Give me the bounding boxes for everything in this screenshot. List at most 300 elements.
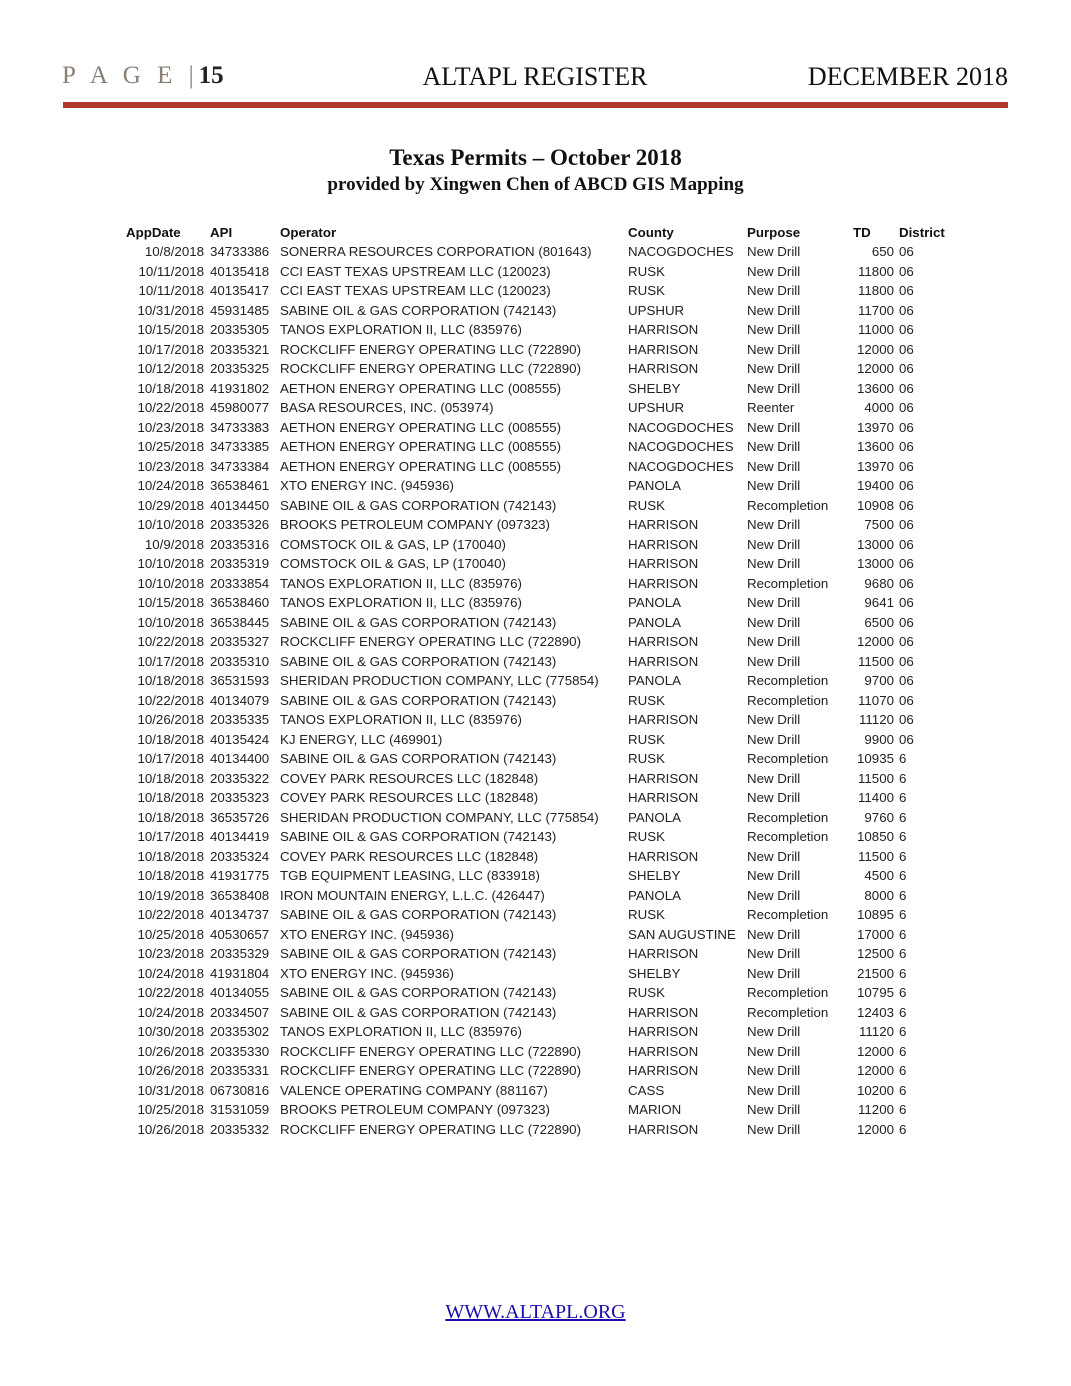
table-body [0, 242, 1071, 1139]
cell-district: 06 [899, 380, 914, 396]
cell-appdate: 10/17/2018 [137, 341, 204, 357]
table-row [0, 671, 1071, 691]
cell-appdate: 10/26/2018 [137, 712, 204, 727]
cell-district: 06 [899, 283, 914, 298]
table-row [0, 1003, 1071, 1023]
cell-td: 13970 [857, 419, 894, 435]
cell-county: HARRISON [628, 634, 699, 649]
table-row [0, 808, 1071, 828]
cell-td: 11200 [858, 1102, 894, 1117]
cell-appdate: 10/11/2018 [138, 283, 204, 298]
cell-td: 12000 [857, 1121, 894, 1137]
cell-county: RUSK [628, 263, 665, 279]
cell-county: HARRISON [628, 1063, 699, 1078]
cell-purpose: New Drill [747, 926, 801, 942]
cell-appdate: 10/31/2018 [137, 1082, 204, 1098]
cell-api: 45980077 [210, 400, 270, 415]
cell-appdate: 10/10/2018 [137, 556, 204, 571]
cell-district: 06 [899, 673, 914, 688]
table-row [0, 1081, 1071, 1101]
cell-td: 12403 [857, 1004, 894, 1020]
table-row [0, 613, 1071, 633]
table-row [0, 632, 1071, 652]
cell-appdate: 10/17/2018 [137, 751, 204, 766]
table-row [0, 1022, 1071, 1042]
cell-appdate: 10/24/2018 [137, 965, 204, 981]
cell-appdate: 10/10/2018 [137, 575, 204, 591]
cell-district: 06 [899, 419, 914, 435]
cell-county: HARRISON [628, 770, 699, 786]
cell-td: 21500 [857, 965, 894, 981]
cell-appdate: 10/19/2018 [137, 887, 204, 903]
cell-operator: SABINE OIL & GAS CORPORATION (742143) [280, 497, 557, 513]
cell-district: 6 [899, 1102, 907, 1117]
cell-district: 6 [899, 868, 907, 883]
cell-purpose: New Drill [747, 380, 801, 396]
table-row [0, 964, 1071, 984]
cell-td: 9641 [864, 595, 894, 610]
cell-county: PANOLA [628, 595, 681, 610]
cell-county: HARRISON [628, 1121, 699, 1137]
cell-county: SHELBY [628, 965, 681, 981]
cell-county: RUSK [628, 283, 665, 298]
cell-operator: COMSTOCK OIL & GAS, LP (170040) [280, 536, 506, 552]
cell-purpose: New Drill [747, 868, 801, 883]
cell-appdate: 10/31/2018 [137, 302, 204, 318]
table-row [0, 262, 1071, 282]
table-row [0, 398, 1071, 418]
cell-td: 10908 [857, 497, 894, 513]
cell-purpose: Recompletion [747, 497, 829, 513]
cell-api: 41931802 [210, 380, 270, 396]
cell-operator: SABINE OIL & GAS CORPORATION (742143) [280, 614, 557, 630]
footer [0, 1301, 1071, 1324]
table-row [0, 242, 1071, 262]
table-row [0, 301, 1071, 321]
table-row [0, 886, 1071, 906]
column-header-district: District [899, 225, 945, 240]
cell-county: HARRISON [628, 322, 699, 337]
cell-purpose: New Drill [747, 653, 801, 669]
cell-appdate: 10/26/2018 [137, 1043, 204, 1059]
cell-operator: AETHON ENERGY OPERATING LLC (008555) [280, 419, 562, 435]
table-row [0, 847, 1071, 867]
table-row [0, 905, 1071, 925]
cell-api: 40134419 [210, 829, 270, 844]
cell-district: 06 [899, 400, 914, 415]
cell-td: 11800 [858, 283, 894, 298]
cell-purpose: New Drill [747, 439, 801, 454]
cell-api: 40134079 [210, 692, 270, 708]
cell-county: MARION [628, 1102, 682, 1117]
cell-purpose: Recompletion [747, 575, 829, 591]
cell-operator: SABINE OIL & GAS CORPORATION (742143) [280, 946, 557, 961]
cell-county: RUSK [628, 985, 665, 1000]
cell-appdate: 10/29/2018 [137, 497, 204, 513]
cell-operator: CCI EAST TEXAS UPSTREAM LLC (120023) [280, 263, 551, 279]
cell-district: 06 [899, 322, 914, 337]
cell-td: 11120 [858, 712, 894, 727]
cell-county: HARRISON [628, 575, 699, 591]
cell-county: NACOGDOCHES [628, 439, 734, 454]
publication-title: ALTAPL REGISTER [422, 62, 648, 91]
cell-appdate: 10/30/2018 [137, 1024, 204, 1039]
cell-operator: SABINE OIL & GAS CORPORATION (742143) [280, 829, 557, 844]
table-row [0, 320, 1071, 340]
table-row [0, 788, 1071, 808]
cell-purpose: New Drill [747, 770, 801, 786]
cell-purpose: Reenter [747, 400, 795, 415]
cell-purpose: Recompletion [747, 1004, 829, 1020]
cell-district: 06 [899, 361, 914, 376]
cell-purpose: New Drill [747, 478, 801, 493]
cell-api: 20335324 [210, 848, 270, 864]
permits-table [0, 224, 1071, 1139]
cell-td: 13000 [857, 536, 894, 552]
cell-api: 40135417 [210, 283, 270, 298]
cell-td: 13600 [857, 439, 894, 454]
column-header-operator: Operator [280, 225, 337, 240]
cell-operator: BROOKS PETROLEUM COMPANY (097323) [280, 517, 550, 532]
page-header [62, 62, 1008, 96]
cell-api: 40134400 [210, 751, 270, 766]
table-row [0, 866, 1071, 886]
cell-district: 6 [899, 1082, 907, 1098]
cell-td: 13600 [857, 380, 894, 396]
cell-td: 11400 [858, 790, 894, 805]
cell-td: 4500 [864, 868, 894, 883]
cell-operator: SABINE OIL & GAS CORPORATION (742143) [280, 692, 557, 708]
cell-purpose: New Drill [747, 712, 801, 727]
cell-td: 12000 [857, 634, 894, 649]
cell-api: 40134737 [210, 907, 270, 922]
cell-td: 9760 [864, 809, 894, 825]
cell-operator: SABINE OIL & GAS CORPORATION (742143) [280, 907, 557, 922]
cell-county: NACOGDOCHES [628, 419, 734, 435]
cell-api: 34733386 [210, 244, 270, 259]
cell-purpose: New Drill [747, 1102, 801, 1117]
cell-purpose: New Drill [747, 614, 801, 630]
cell-purpose: New Drill [747, 1024, 801, 1039]
cell-api: 20333854 [210, 575, 270, 591]
table-row [0, 749, 1071, 769]
table-row [0, 1100, 1071, 1120]
cell-td: 12000 [857, 1043, 894, 1059]
cell-api: 20335329 [210, 946, 270, 961]
cell-district: 06 [899, 634, 914, 649]
cell-api: 45931485 [210, 302, 270, 318]
cell-api: 36531593 [210, 673, 270, 688]
table-row [0, 574, 1071, 594]
table-row [0, 340, 1071, 360]
cell-district: 6 [899, 907, 907, 922]
cell-appdate: 10/15/2018 [137, 322, 204, 337]
cell-purpose: New Drill [747, 1043, 801, 1059]
cell-county: PANOLA [628, 673, 681, 688]
column-header-county: County [628, 225, 674, 240]
cell-td: 11500 [858, 770, 894, 786]
cell-operator: CCI EAST TEXAS UPSTREAM LLC (120023) [280, 283, 551, 298]
cell-td: 11120 [858, 1024, 894, 1039]
cell-purpose: Recompletion [747, 985, 829, 1000]
cell-operator: TANOS EXPLORATION II, LLC (835976) [280, 575, 522, 591]
cell-district: 6 [899, 790, 907, 805]
cell-appdate: 10/22/2018 [137, 907, 204, 922]
cell-district: 6 [899, 1063, 907, 1078]
cell-county: NACOGDOCHES [628, 244, 734, 259]
table-row [0, 691, 1071, 711]
cell-operator: AETHON ENERGY OPERATING LLC (008555) [280, 458, 562, 474]
table-row [0, 554, 1071, 574]
cell-operator: SABINE OIL & GAS CORPORATION (742143) [280, 751, 557, 766]
table-row [0, 379, 1071, 399]
cell-purpose: New Drill [747, 419, 801, 435]
cell-purpose: Recompletion [747, 692, 829, 708]
table-row [0, 535, 1071, 555]
cell-td: 12000 [857, 1063, 894, 1078]
cell-api: 36538461 [210, 478, 270, 493]
cell-operator: SABINE OIL & GAS CORPORATION (742143) [280, 302, 557, 318]
page-number: 15 [198, 62, 224, 89]
cell-district: 6 [899, 1004, 907, 1020]
table-row [0, 496, 1071, 516]
cell-county: HARRISON [628, 536, 699, 552]
cell-operator: COVEY PARK RESOURCES LLC (182848) [280, 848, 539, 864]
cell-appdate: 10/25/2018 [137, 1102, 204, 1117]
cell-county: HARRISON [628, 341, 699, 357]
cell-county: PANOLA [628, 478, 681, 493]
cell-purpose: New Drill [747, 595, 801, 610]
cell-operator: SHERIDAN PRODUCTION COMPANY, LLC (775854) [280, 673, 599, 688]
cell-appdate: 10/22/2018 [137, 985, 204, 1000]
cell-api: 20335316 [210, 536, 270, 552]
cell-td: 12000 [857, 361, 894, 376]
cell-operator: AETHON ENERGY OPERATING LLC (008555) [280, 380, 562, 396]
cell-td: 9680 [864, 575, 894, 591]
cell-district: 06 [899, 497, 914, 513]
cell-county: RUSK [628, 907, 665, 922]
cell-api: 36538445 [210, 614, 270, 630]
cell-district: 6 [899, 926, 907, 942]
cell-appdate: 10/18/2018 [137, 673, 204, 688]
cell-district: 06 [899, 653, 914, 669]
cell-purpose: New Drill [747, 1082, 801, 1098]
cell-district: 6 [899, 848, 907, 864]
cell-appdate: 10/22/2018 [137, 400, 204, 415]
cell-api: 20335323 [210, 790, 270, 805]
cell-api: 20335319 [210, 556, 270, 571]
cell-operator: BASA RESOURCES, INC. (053974) [280, 400, 494, 415]
table-row [0, 827, 1071, 847]
cell-county: RUSK [628, 751, 665, 766]
cell-district: 6 [899, 751, 907, 766]
cell-appdate: 10/23/2018 [137, 946, 204, 961]
cell-purpose: New Drill [747, 556, 801, 571]
cell-district: 06 [899, 692, 914, 708]
cell-purpose: New Drill [747, 946, 801, 961]
cell-county: HARRISON [628, 712, 699, 727]
cell-county: NACOGDOCHES [628, 458, 734, 474]
cell-purpose: Recompletion [747, 809, 829, 825]
cell-district: 6 [899, 1121, 907, 1137]
cell-county: HARRISON [628, 1004, 699, 1020]
table-row [0, 983, 1071, 1003]
cell-td: 17000 [857, 926, 894, 942]
cell-appdate: 10/11/2018 [138, 263, 204, 279]
cell-appdate: 10/18/2018 [137, 770, 204, 786]
cell-county: SHELBY [628, 868, 681, 883]
cell-appdate: 10/26/2018 [137, 1121, 204, 1137]
column-header-appdate: AppDate [126, 225, 181, 240]
cell-api: 36535726 [210, 809, 270, 825]
column-header-api: API [210, 225, 233, 240]
cell-td: 650 [871, 244, 894, 259]
cell-api: 36538460 [210, 595, 270, 610]
cell-district: 06 [899, 341, 914, 357]
cell-appdate: 10/17/2018 [137, 653, 204, 669]
website-link[interactable]: WWW.ALTAPL.ORG [445, 1301, 626, 1323]
cell-operator: SABINE OIL & GAS CORPORATION (742143) [280, 653, 557, 669]
cell-county: CASS [628, 1082, 665, 1098]
cell-td: 10850 [857, 829, 894, 844]
cell-district: 06 [899, 595, 914, 610]
cell-purpose: Recompletion [747, 673, 829, 688]
cell-county: HARRISON [628, 517, 699, 532]
cell-district: 6 [899, 946, 907, 961]
cell-district: 06 [899, 731, 914, 747]
cell-api: 41931775 [210, 868, 270, 883]
article-subtitle: provided by Xingwen Chen of ABCD GIS Mapping [327, 174, 744, 195]
column-header-purpose: Purpose [747, 225, 801, 240]
cell-operator: COMSTOCK OIL & GAS, LP (170040) [280, 556, 506, 571]
table-row [0, 652, 1071, 672]
cell-api: 40134450 [210, 497, 270, 513]
cell-appdate: 10/12/2018 [137, 361, 204, 376]
cell-operator: ROCKCLIFF ENERGY OPERATING LLC (722890) [280, 1043, 581, 1059]
cell-operator: TGB EQUIPMENT LEASING, LLC (833918) [280, 868, 540, 883]
cell-purpose: New Drill [747, 848, 801, 864]
cell-county: RUSK [628, 731, 665, 747]
cell-appdate: 10/23/2018 [137, 458, 204, 474]
table-row [0, 710, 1071, 730]
cell-appdate: 10/18/2018 [137, 380, 204, 396]
cell-district: 06 [899, 712, 914, 727]
table-row [0, 730, 1071, 750]
cell-purpose: New Drill [747, 634, 801, 649]
cell-appdate: 10/15/2018 [137, 595, 204, 610]
cell-td: 11500 [858, 848, 894, 864]
cell-operator: ROCKCLIFF ENERGY OPERATING LLC (722890) [280, 361, 581, 376]
cell-purpose: New Drill [747, 965, 801, 981]
cell-appdate: 10/22/2018 [137, 634, 204, 649]
cell-district: 06 [899, 478, 914, 493]
cell-api: 40134055 [210, 985, 270, 1000]
cell-td: 7500 [864, 517, 894, 532]
cell-county: PANOLA [628, 614, 681, 630]
table-row [0, 418, 1071, 438]
cell-operator: SABINE OIL & GAS CORPORATION (742143) [280, 1004, 557, 1020]
cell-purpose: New Drill [747, 302, 801, 318]
cell-purpose: New Drill [747, 790, 801, 805]
cell-purpose: New Drill [747, 341, 801, 357]
table-row [0, 769, 1071, 789]
cell-td: 11000 [858, 322, 894, 337]
cell-api: 20335327 [210, 634, 270, 649]
cell-td: 19400 [857, 478, 894, 493]
cell-county: RUSK [628, 829, 665, 844]
table-header-row [0, 224, 1071, 242]
cell-appdate: 10/23/2018 [137, 419, 204, 435]
cell-operator: TANOS EXPLORATION II, LLC (835976) [280, 712, 522, 727]
cell-td: 11500 [858, 653, 894, 669]
cell-purpose: New Drill [747, 1063, 801, 1078]
cell-api: 20335326 [210, 517, 270, 532]
cell-api: 20335331 [210, 1063, 270, 1078]
cell-appdate: 10/10/2018 [137, 517, 204, 532]
cell-td: 10795 [857, 985, 894, 1000]
cell-api: 06730816 [210, 1082, 270, 1098]
cell-api: 41931804 [210, 965, 270, 981]
cell-purpose: New Drill [747, 517, 801, 532]
cell-operator: XTO ENERGY INC. (945936) [280, 926, 454, 942]
cell-county: UPSHUR [628, 400, 685, 415]
cell-county: HARRISON [628, 653, 699, 669]
cell-appdate: 10/24/2018 [137, 478, 204, 493]
table-row [0, 515, 1071, 535]
cell-district: 6 [899, 770, 907, 786]
cell-district: 06 [899, 439, 914, 454]
cell-appdate: 10/18/2018 [137, 790, 204, 805]
cell-appdate: 10/24/2018 [137, 1004, 204, 1020]
cell-api: 20335310 [210, 653, 270, 669]
cell-district: 06 [899, 575, 914, 591]
cell-appdate: 10/18/2018 [137, 809, 204, 825]
table-row [0, 1061, 1071, 1081]
cell-district: 06 [899, 302, 914, 318]
cell-purpose: New Drill [747, 244, 801, 259]
cell-appdate: 10/8/2018 [144, 244, 204, 259]
column-header-td: TD [853, 225, 871, 240]
cell-operator: ROCKCLIFF ENERGY OPERATING LLC (722890) [280, 1063, 581, 1078]
cell-appdate: 10/25/2018 [137, 926, 204, 942]
cell-api: 20335335 [210, 712, 270, 727]
table-row [0, 281, 1071, 301]
cell-appdate: 10/9/2018 [144, 536, 204, 552]
cell-api: 20335321 [210, 341, 270, 357]
cell-api: 20335305 [210, 322, 270, 337]
cell-td: 9900 [864, 731, 894, 747]
page-separator: | [188, 62, 199, 89]
cell-county: PANOLA [628, 887, 681, 903]
cell-operator: BROOKS PETROLEUM COMPANY (097323) [280, 1102, 550, 1117]
cell-district: 06 [899, 263, 914, 279]
cell-td: 10200 [857, 1082, 894, 1098]
cell-county: HARRISON [628, 1024, 699, 1039]
cell-api: 20335332 [210, 1121, 270, 1137]
cell-appdate: 10/17/2018 [137, 829, 204, 844]
cell-purpose: New Drill [747, 322, 801, 337]
cell-district: 06 [899, 517, 914, 532]
cell-appdate: 10/18/2018 [137, 868, 204, 883]
article-title: Texas Permits – October 2018 [389, 145, 682, 170]
cell-td: 13000 [857, 556, 894, 571]
cell-operator: XTO ENERGY INC. (945936) [280, 478, 454, 493]
cell-api: 40530657 [210, 926, 270, 942]
table-row [0, 476, 1071, 496]
table-row [0, 925, 1071, 945]
cell-district: 6 [899, 1024, 907, 1039]
cell-district: 6 [899, 829, 907, 844]
